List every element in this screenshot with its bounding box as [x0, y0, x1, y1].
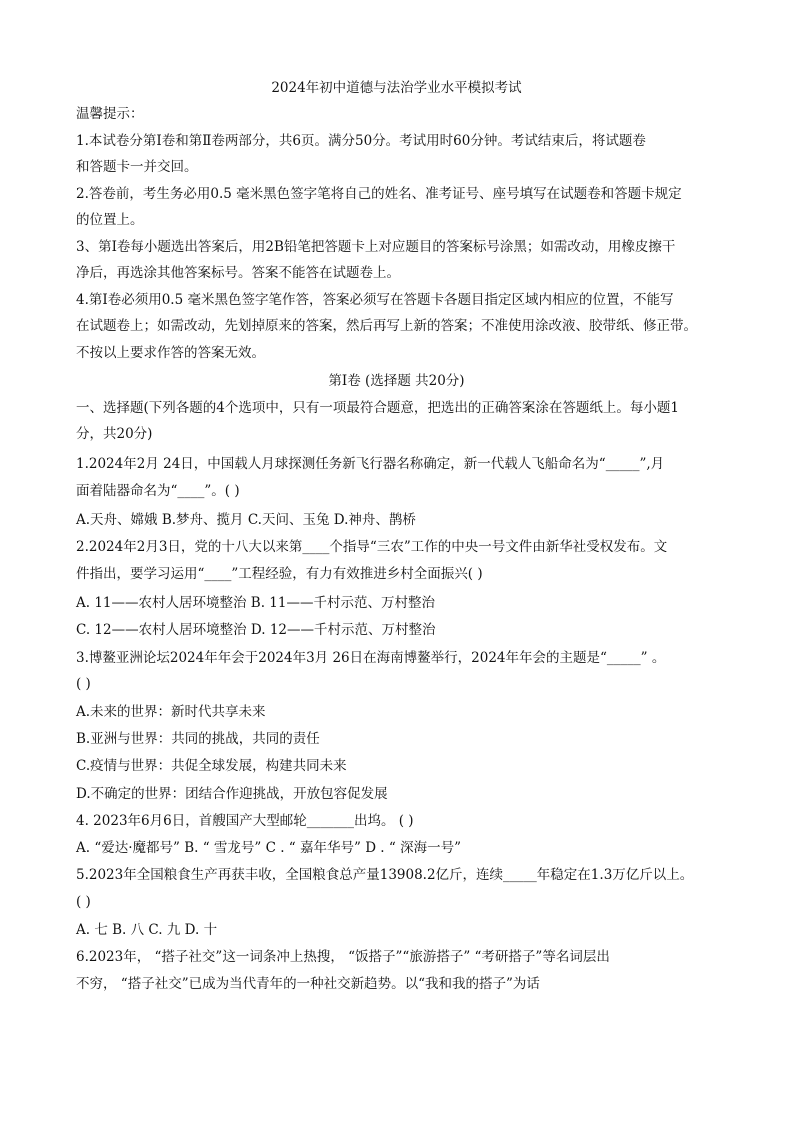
- notice-line: 3、第Ⅰ卷每小题选出答案后，用2B铅笔把答题卡上对应题目的答案标号涂黑；如需改动，用橡皮擦干: [76, 239, 676, 255]
- notice-line: 4.第Ⅰ卷必须用0.5 毫米黑色签字笔作答，答案必须写在答题卡各题目指定区域内相应的位置，不能写: [76, 292, 674, 308]
- exam-title: 2024年初中道德与法治学业水平模拟考试: [271, 80, 522, 96]
- question-options: A.未来的世界：新时代共享未来: [76, 704, 266, 720]
- notice-line: 的位置上。: [76, 212, 144, 228]
- question-line: 面着陆器命名为“____”。( ): [76, 483, 240, 499]
- question-line: 5.2023年全国粮食生产再获丰收，全国粮食总产量13908.2亿斤，连续_____年稳定在1.3万亿斤以上。: [76, 867, 694, 883]
- question-line: ( ): [76, 676, 91, 692]
- question-options: B.亚洲与世界：共同的挑战，共同的责任: [76, 731, 320, 747]
- question-line: 不穷， “搭子社交”已成为当代青年的一种社交新趋势。以“我和我的搭子”为话: [76, 976, 540, 992]
- notice-line: 不按以上要求作答的答案无效。: [76, 345, 265, 361]
- question-line: 4. 2023年6月6日，首艘国产大型邮轮_______出坞。 ( ): [76, 813, 414, 829]
- section-title: 第Ⅰ卷 (选择题 共20分): [328, 373, 465, 389]
- question-options: C.疫情与世界：共促全球发展，构建共同未来: [76, 758, 347, 774]
- question-line: 件指出，要学习运用“____”工程经验，有力有效推进乡村全面振兴( ): [76, 566, 483, 582]
- question-line: 6.2023年， “搭子社交”这一词条冲上热搜， “饭搭子”“旅游搭子” “考研搭子”等名词层出: [76, 949, 610, 965]
- notice-line: 在试题卷上；如需改动，先划掉原来的答案，然后再写上新的答案；不准使用涂改液、胶带纸、修正带。: [76, 318, 697, 334]
- notice-line: 2.答卷前，考生务必用0.5 毫米黑色签字笔将自己的姓名、准考证号、座号填写在试题卷和答题卡规定: [76, 186, 682, 202]
- question-line: 1.2024年2月 24日，中国载人月球探测任务新飞行器名称确定，新一代载人飞船命名为“_____”,月: [76, 456, 665, 472]
- question-options: A. “爱达·魔都号” B. “ 雪龙号” C . “ 嘉年华号” D . “ 深海一号”: [76, 840, 461, 856]
- question-options: A.天舟、嫦娥 B.梦舟、揽月 C.天问、玉兔 D.神舟、鹊桥: [76, 512, 416, 528]
- question-options: A. 七 B. 八 C. 九 D. 十: [76, 922, 218, 938]
- section-instruction: 分，共20分): [76, 426, 153, 442]
- section-instruction: 一、选择题(下列各题的4个选项中，只有一项最符合题意，把选出的正确答案涂在答题纸上。每小题1: [76, 400, 679, 416]
- notice-heading: 温馨提示：: [76, 106, 144, 122]
- notice-line: 和答题卡一并交回。: [76, 159, 198, 175]
- question-line: ( ): [76, 894, 91, 910]
- question-options: C. 12——农村人居环境整治 D. 12——千村示范、万村整治: [76, 622, 436, 638]
- notice-line: 净后，再选涂其他答案标号。答案不能答在试题卷上。: [76, 265, 400, 281]
- question-options: A. 11——农村人居环境整治 B. 11——千村示范、万村整治: [76, 595, 435, 611]
- notice-line: 1.本试卷分第Ⅰ卷和第Ⅱ卷两部分，共6页。满分50分。考试用时60分钟。考试结束后，将试题卷: [76, 133, 646, 149]
- question-line: 2.2024年2月3日，党的十八大以来第____个指导“三农”工作的中央一号文件由新华社受权发布。文: [76, 539, 668, 555]
- question-line: 3.博鳌亚洲论坛2024年年会于2024年3月 26日在海南博鳌举行，2024年年会的主题是“_____” 。: [76, 650, 666, 666]
- question-options: D.不确定的世界：团结合作迎挑战，开放包容促发展: [76, 786, 388, 802]
